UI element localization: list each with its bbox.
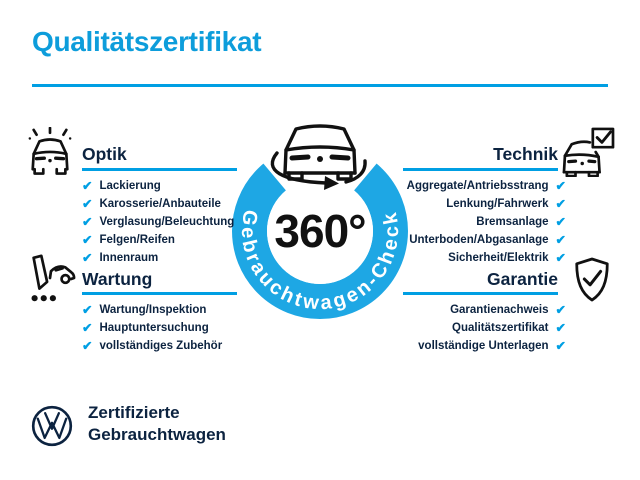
check-icon: ✔: [82, 196, 93, 211]
check-icon: ✔: [82, 320, 93, 335]
checklist-garantie: [418, 301, 566, 355]
checklist-item: [407, 195, 566, 213]
section-title-garantie: Garantie: [487, 269, 558, 289]
section-title-technik: Technik: [493, 144, 558, 164]
check-icon: ✔: [555, 214, 566, 229]
section-rule-garantie: [403, 292, 558, 295]
check-icon: ✔: [555, 250, 566, 265]
checklist-item: [407, 213, 566, 231]
section-rule-optik: [82, 168, 237, 171]
checklist-item: [82, 231, 234, 249]
checklist-item-label: Wartung/Inspektion: [99, 304, 207, 316]
checklist-item-label: vollständiges Zubehör: [99, 340, 223, 352]
brand-text: [88, 402, 226, 445]
checklist-item: [82, 249, 234, 267]
checklist-item: [418, 319, 566, 337]
check-icon: ✔: [555, 178, 566, 193]
checklist-item-label: Verglasung/Beleuchtung: [99, 216, 235, 228]
checklist-wartung: [82, 301, 222, 355]
checklist-item-label: Qualitätszertifikat: [452, 322, 549, 334]
checklist-item: [418, 337, 566, 355]
checklist-item: [418, 301, 566, 319]
brand-line-1: Zertifizierte: [88, 403, 180, 422]
section-rule-wartung: [82, 292, 237, 295]
checklist-item-label: vollständige Unterlagen: [418, 340, 549, 352]
checklist-item: [407, 249, 566, 267]
checklist-item-label: Lenkung/Fahrwerk: [446, 198, 549, 210]
check-icon: ✔: [555, 196, 566, 211]
checklist-item: [82, 195, 234, 213]
checklist-item: [407, 231, 566, 249]
brand-line-2: Gebrauchtwagen: [88, 424, 226, 444]
checklist-item: [82, 177, 234, 195]
checklist-item: [82, 213, 234, 231]
pencil-checklist-car-icon: [24, 252, 76, 304]
checklist-item-label: Karosserie/Anbauteile: [99, 198, 221, 210]
check-icon: ✔: [82, 250, 93, 265]
checklist-technik: [407, 177, 566, 267]
check-icon: ✔: [82, 338, 93, 353]
car-checkbox-icon: [560, 127, 616, 177]
checklist-item-label: Innenraum: [99, 252, 159, 264]
check-icon: ✔: [82, 232, 93, 247]
checklist-optik: [82, 177, 234, 267]
checklist-item-label: Sicherheit/Elektrik: [448, 252, 549, 264]
section-rule-technik: [403, 168, 558, 171]
car-shine-icon: [24, 127, 76, 175]
check-icon: ✔: [555, 232, 566, 247]
header-divider: [32, 84, 608, 87]
section-title-optik: Optik: [82, 144, 127, 164]
badge-center-label: 360°: [274, 205, 366, 257]
check-icon: ✔: [82, 214, 93, 229]
vw-logo: [30, 404, 74, 448]
checklist-item-label: Felgen/Reifen: [99, 234, 175, 246]
shield-check-icon: [571, 256, 613, 304]
checklist-item-label: Garantienachweis: [450, 304, 549, 316]
checklist-item-label: Aggregate/Antriebsstrang: [406, 180, 549, 192]
checklist-item-label: Unterboden/Abgasanlage: [409, 234, 549, 246]
checklist-item: [82, 301, 222, 319]
section-title-wartung: Wartung: [82, 269, 153, 289]
checklist-item-label: Lackierung: [99, 180, 161, 192]
check-icon: ✔: [82, 178, 93, 193]
checklist-item: [407, 177, 566, 195]
checklist-item: [82, 337, 222, 355]
badge-360-gebrauchtwagen-check: [225, 113, 415, 325]
page-title: Qualitätszertifikat: [32, 26, 262, 57]
check-icon: ✔: [555, 320, 566, 335]
check-icon: ✔: [82, 302, 93, 317]
check-icon: ✔: [555, 302, 566, 317]
checklist-item: [82, 319, 222, 337]
checklist-item-label: Hauptuntersuchung: [99, 322, 209, 334]
checklist-item-label: Bremsanlage: [476, 216, 549, 228]
check-icon: ✔: [555, 338, 566, 353]
badge-ring-label: Gebrauchtwagen-Check: [236, 208, 404, 315]
